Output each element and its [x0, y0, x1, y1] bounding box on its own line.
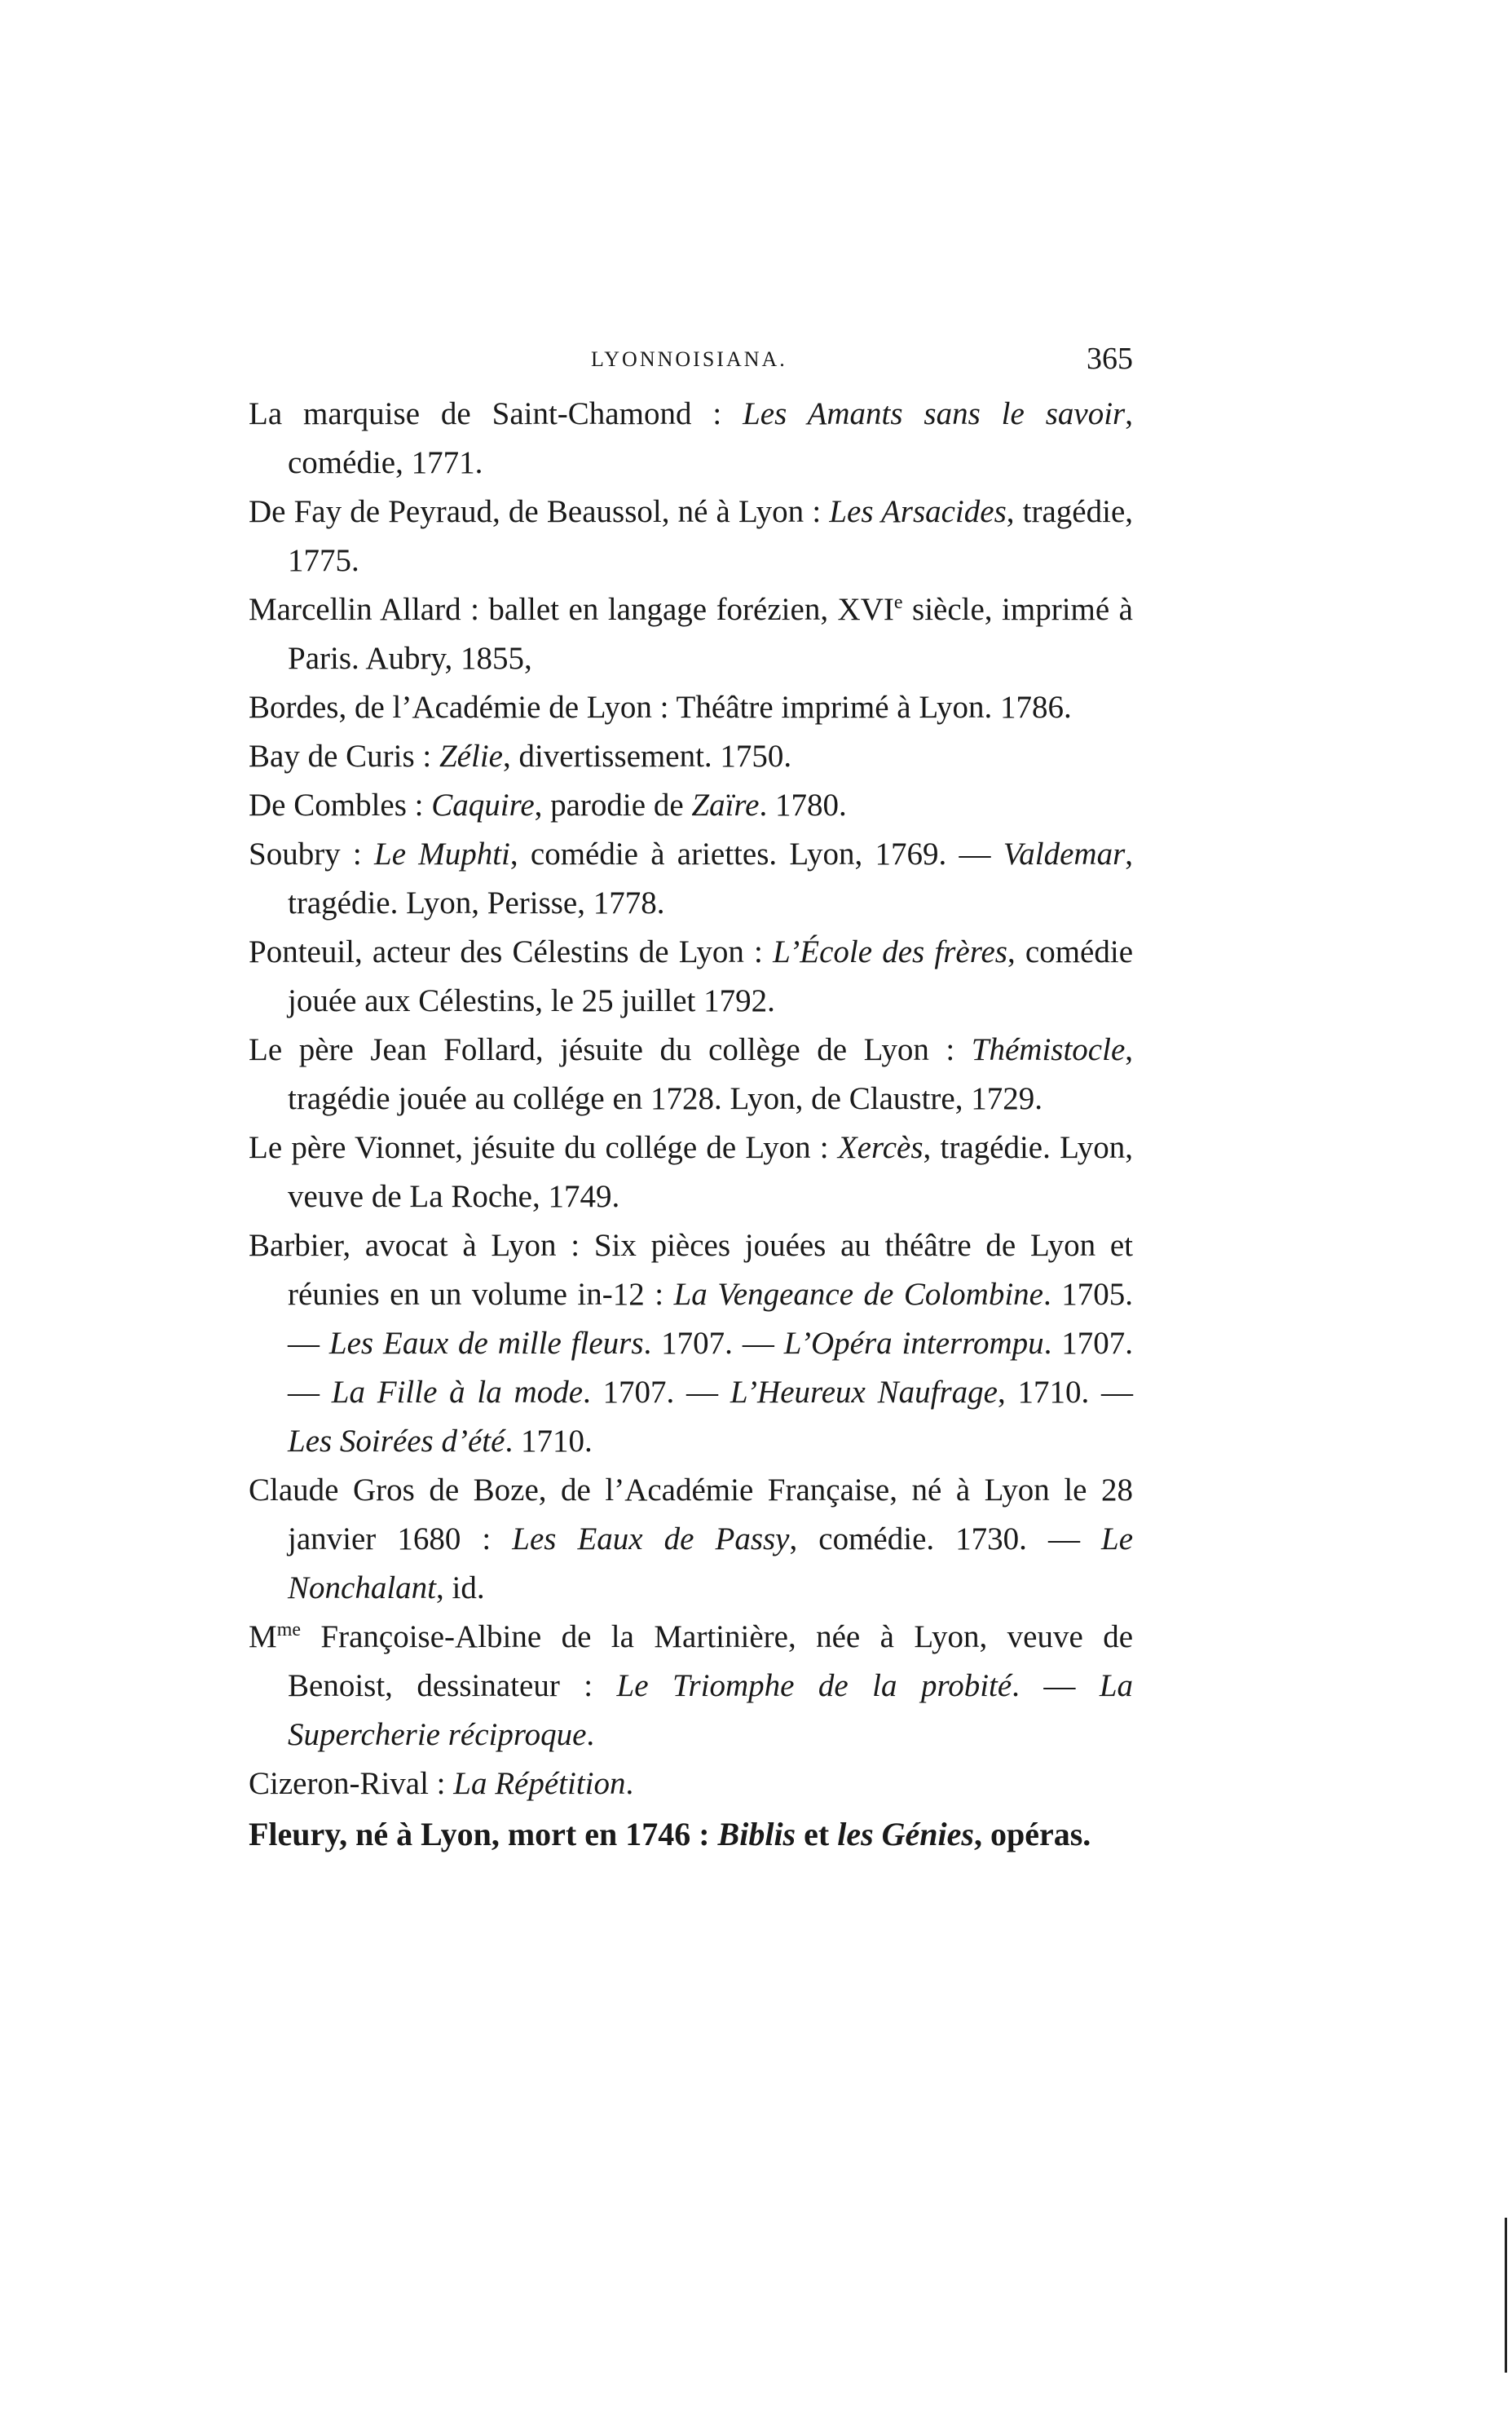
work-title: Caquire	[431, 788, 535, 823]
work-title: Les Soirées d’été	[288, 1424, 505, 1459]
entry-details: , tragédie. Lyon, veuve de La Roche, 1749.	[288, 1130, 1133, 1214]
work-title: Biblis	[717, 1816, 796, 1852]
entry-details: . 1780.	[759, 788, 847, 823]
entry-ponteuil	[249, 928, 1133, 1026]
honorific: M	[249, 1619, 277, 1654]
entry-details: , divertissement. 1750.	[502, 739, 792, 774]
scan-edge-mark	[1505, 2218, 1507, 2373]
entry-author: Le père Jean Follard, jésuite du collège de Lyon :	[249, 1032, 972, 1067]
entry-details: , tragédie jouée au collége en 1728. Lyon, de Claustre, 1729.	[288, 1032, 1133, 1116]
work-title: Les Amants sans le savoir	[743, 396, 1126, 431]
honorific-superscript: me	[276, 1619, 302, 1640]
entry-author: Soubry :	[249, 837, 374, 872]
work-title: La Vengeance de Colombine	[673, 1277, 1043, 1312]
entry-author: De Fay de Peyraud, de Beaussol, né à Lyon :	[249, 494, 830, 529]
entry-text: Marcellin Allard : ballet en langage forézien, XVI	[249, 592, 894, 627]
entry-details: , comédie jouée aux Célestins, le 25 juillet 1792.	[288, 934, 1133, 1018]
work-title: Xercès	[837, 1130, 924, 1165]
work-title: Valdemar	[1003, 837, 1126, 872]
entry-details: , tragédie, 1775.	[288, 494, 1134, 578]
entry-allard	[249, 585, 1133, 683]
work-title: Zaïre	[691, 788, 760, 823]
entry-barbier	[249, 1221, 1133, 1466]
entry-author: Le père Vionnet, jésuite du collége de Lyon :	[249, 1130, 838, 1165]
work-title: Thémistocle	[971, 1032, 1126, 1067]
work-title: Les Eaux de Passy	[512, 1521, 790, 1556]
entry-bordes	[249, 683, 1133, 732]
entry-details: . 1710.	[505, 1424, 593, 1459]
entry-details: siècle, imprimé à Paris. Aubry, 1855,	[288, 592, 1133, 676]
work-title: La Supercherie réciproque	[288, 1668, 1134, 1752]
work-title: Les Arsacides	[829, 494, 1007, 529]
entry-author: Bay de Curis :	[249, 739, 439, 774]
entry-details: . 1707. —	[643, 1326, 784, 1361]
entry-martiniere	[249, 1613, 1133, 1759]
entry-details: , parodie de	[534, 788, 692, 823]
entry-author: Fleury, né à Lyon, mort en 1746 :	[249, 1816, 718, 1852]
entry-details: et	[796, 1816, 838, 1852]
entry-saint-chamond	[249, 390, 1133, 488]
entry-details: , comédie, 1771.	[288, 396, 1133, 480]
work-title: Le Muphti	[374, 837, 510, 872]
entry-details: , 1710. —	[997, 1375, 1134, 1410]
entry-details: , comédie. 1730. —	[789, 1521, 1101, 1556]
entry-bay-de-curis	[249, 732, 1133, 781]
work-title: les Génies	[837, 1816, 974, 1852]
entry-details: , comédie à ariettes. Lyon, 1769. —	[509, 837, 1003, 872]
entry-cizeron-rival	[249, 1759, 1133, 1808]
entry-details: , tragédie. Lyon, Perisse, 1778.	[288, 837, 1134, 921]
entry-details: . 1707. —	[583, 1375, 730, 1410]
entry-author: Cizeron-Rival :	[249, 1766, 454, 1801]
work-title: L’Heureux Naufrage	[730, 1375, 998, 1410]
work-title: La Fille à la mode	[331, 1375, 583, 1410]
entry-author: Françoise-Albine de la Martinière, née à Lyon, veuve de Benoist, dessinateur :	[288, 1619, 1133, 1703]
work-title: La Répétition	[453, 1766, 626, 1801]
work-title: Le Nonchalant	[288, 1521, 1133, 1605]
entry-details: .	[625, 1766, 634, 1801]
entry-list	[249, 390, 1133, 1859]
entry-vionnet	[249, 1124, 1133, 1221]
entry-details: , opéras.	[973, 1816, 1091, 1852]
entry-de-fay	[249, 488, 1133, 585]
century-superscript: e	[893, 592, 903, 613]
entry-author: Claude Gros de Boze, de l’Académie Française, né à Lyon le 28 janvier 1680 :	[249, 1473, 1133, 1556]
entry-details: . 1707. —	[288, 1326, 1134, 1410]
entry-follard	[249, 1026, 1133, 1124]
entry-details: , id.	[436, 1570, 485, 1605]
entry-author: Ponteuil, acteur des Célestins de Lyon :	[249, 934, 774, 969]
entry-author: De Combles :	[249, 788, 432, 823]
entry-text: Bordes, de l’Académie de Lyon : Théâtre imprimé à Lyon. 1786.	[249, 690, 1072, 725]
entry-details: . —	[1012, 1668, 1100, 1703]
work-title: L’Opéra interrompu	[783, 1326, 1044, 1361]
work-title: Les Eaux de mille fleurs	[328, 1326, 644, 1361]
entry-author: Barbier, avocat à Lyon : Six pièces jouées au théâtre de Lyon et réunies en un volume in-12 :	[249, 1228, 1133, 1312]
work-title: Zélie	[439, 739, 503, 774]
running-header	[249, 341, 1133, 390]
entry-de-combles	[249, 781, 1133, 830]
work-title: L’École des frères	[773, 934, 1007, 969]
entry-soubry	[249, 830, 1133, 928]
entry-details: . 1705. —	[288, 1277, 1134, 1361]
work-title: Le Triomphe de la probité	[616, 1668, 1012, 1703]
entry-author: La marquise de Saint-Chamond :	[249, 396, 743, 431]
entry-de-boze	[249, 1466, 1133, 1613]
page-number: 365	[1087, 342, 1133, 376]
entry-details: .	[586, 1717, 595, 1752]
entry-fleury	[249, 1810, 1133, 1859]
running-title: LYONNOISIANA.	[591, 347, 787, 371]
